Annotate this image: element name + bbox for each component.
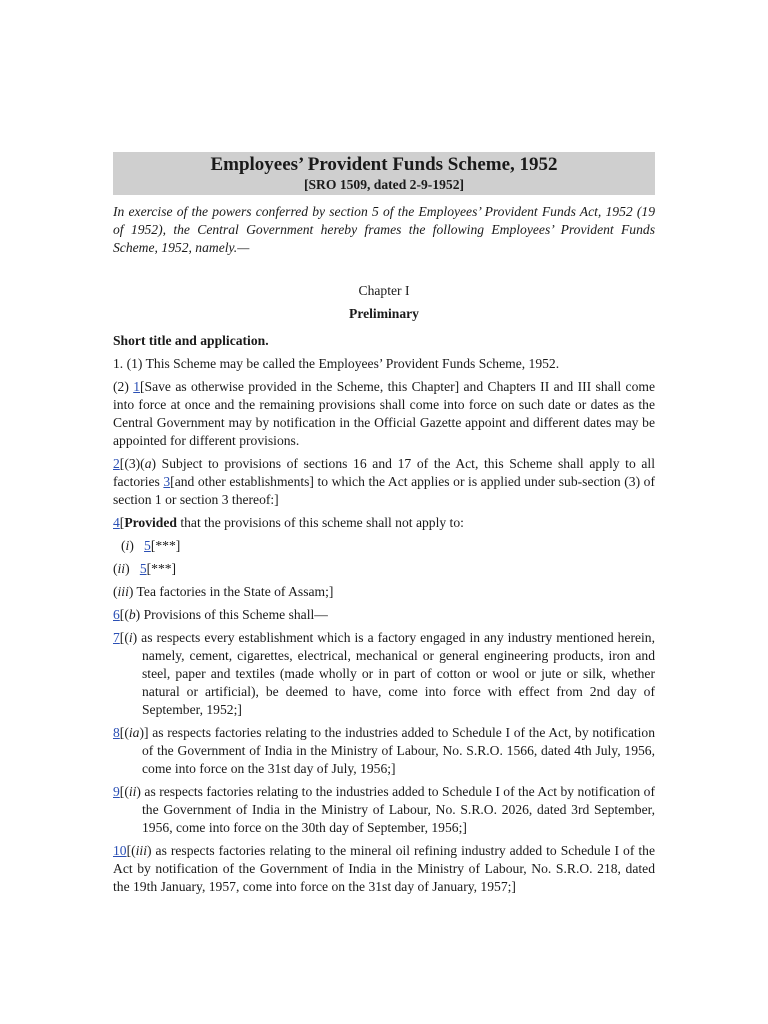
clause-ia: 8[(ia)] as respects factories relating to the industries added to Schedule I of the Act, by notification of the Government of India in the Ministry of Labour, No. S.R.O. 1566, dated 4th July, 1956, come into force on the 31st day of July, 1956;] (113, 725, 655, 776)
footnote-link-7[interactable]: 7 (113, 630, 120, 645)
document-page (113, 152, 655, 896)
footnote-link-1[interactable]: 1 (133, 379, 141, 394)
proviso-text: that the provisions of this scheme shall not apply to: (176, 515, 464, 530)
footnote-link-9[interactable]: 9 (113, 784, 120, 799)
sro-reference: [SRO 1509, dated 2-9-1952] (303, 177, 465, 192)
footnote-link-2[interactable]: 2 (113, 456, 120, 471)
clause-i-label: i (128, 630, 133, 645)
item-i: (i) 5[***] (121, 538, 181, 553)
clause-ia-label: ia (128, 725, 140, 740)
footnote-link-8[interactable]: 8 (113, 725, 120, 740)
chapter-number: Chapter I (358, 283, 410, 298)
preamble: In exercise of the powers conferred by section 5 of the Employees’ Provident Funds Act, 1952 (19 of 1952), the Central Government hereby frames the following Employees’ Provident Funds Scheme, 1952, namely.— (113, 204, 655, 255)
clause-ii-label: ii (128, 784, 137, 799)
item-ii-label: ii (117, 561, 126, 576)
clause-iii-text: as respects factories relating to the mineral oil refining industry added to Schedule I of the Act by notification of the Government of India in the Ministry of Labour, No. S.R.O. 218, dated the 19th January, 1957, come into force on the 31st day of January, 1957;] (113, 843, 655, 894)
clause-iii-label: iii (135, 843, 147, 858)
paragraph-3-text-cont: [and other establishments] to which the Act applies or is applied under sub-section (3) of section 1 or section 3 thereof:] (113, 474, 655, 507)
proviso-keyword: Provided (124, 515, 177, 530)
clause-ia-text: as respects factories relating to the industries added to Schedule I of the Act, by notification of the Government of India in the Ministry of Labour, No. S.R.O. 1566, dated 4th July, 1956, come into force on the 31st day of July, 1956;] (142, 725, 655, 776)
clause-iii: 10[(iii) as respects factories relating to the mineral oil refining industry added to Schedule I of the Act by notification of the Government of India in the Ministry of Labour, No. S.R.O. 218, dated the 19th January, 1957, come into force on the 31st day of January, 1957;] (113, 843, 655, 894)
document-title: Employees’ Provident Funds Scheme, 1952 (210, 154, 558, 175)
paragraph-3 (113, 455, 655, 509)
footnote-link-3[interactable]: 3 (163, 474, 171, 489)
item-i-text: [***] (150, 538, 181, 553)
clause-a-label: a (144, 456, 152, 471)
item-iii-label: iii (117, 584, 129, 599)
item-ii: (ii) 5[***] (113, 561, 177, 576)
footnote-link-6[interactable]: 6 (113, 607, 120, 622)
footnote-link-5b[interactable]: 5 (139, 561, 147, 576)
clause-b-label: b (128, 607, 136, 622)
item-ii-text: [***] (146, 561, 177, 576)
proviso (113, 514, 655, 532)
paragraph-b-text: ) Provisions of this Scheme shall— (135, 607, 328, 622)
item-i-label: i (125, 538, 130, 553)
paragraph-3-text: ) Subject to provisions of sections 16 and 17 of the Act, this Scheme shall apply to all factories (113, 456, 655, 489)
item-iii: (iii) Tea factories in the State of Assam;] (113, 584, 334, 599)
paragraph-2 (113, 378, 655, 450)
clause-i-text: as respects every establishment which is a factory engaged in any industry mentioned herein, namely, cement, cigarettes, electrical, mechanical or general engineering products, iron and steel, paper and textiles (made wholly or in part of cotton or wool or jute or silk, whether natural or artificial), be deemed to have, come into force with effect from 2nd day of September, 1952;] (137, 630, 655, 717)
proviso-bracket: [ (119, 515, 125, 530)
clause-ii-text: as respects factories relating to the industries added to Schedule I of the Act by notification of the Government of India in the Ministry of Labour, No. S.R.O. 2026, dated 3rd September, 1956, come into force on the 30th day of September, 1956;] (140, 784, 655, 835)
clause-i: 7[(i) as respects every establishment which is a factory engaged in any industry mentioned herein, namely, cement, cigarettes, electrical, mechanical or general engineering products, iron and steel, paper and textiles (made wholly or in part of cotton or wool or jute or silk, whether natural or artificial), be deemed to have, come into force with effect from 2nd day of September, 1952;] (113, 630, 655, 717)
footnote-link-5a[interactable]: 5 (144, 538, 151, 553)
clause-ii: 9[(ii) as respects factories relating to the industries added to Schedule I of the Act by notification of the Government of India in the Ministry of Labour, No. S.R.O. 2026, dated 3rd September, 1956, come into force on the 30th day of September, 1956;] (113, 784, 655, 835)
footnote-link-4[interactable]: 4 (113, 515, 120, 530)
paragraph-2-number: (2) (113, 379, 134, 394)
paragraph-b-open: [( (119, 607, 129, 622)
section-heading: Short title and application. (113, 333, 269, 348)
paragraph-1: 1. (1) This Scheme may be called the Employees’ Provident Funds Scheme, 1952. (113, 356, 560, 371)
paragraph-2-text: [Save as otherwise provided in the Scheme, this Chapter] and Chapters II and III shall come into force at once and the remaining provisions shall come into force on such date or dates as the Central Government may by notification in the Official Gazette appoint and different dates may be appointed for different provisions. (113, 379, 655, 448)
chapter-title: Preliminary (349, 306, 419, 321)
footnote-link-10[interactable]: 10 (113, 843, 127, 858)
title-banner (113, 152, 655, 195)
item-iii-text: Tea factories in the State of Assam;] (133, 584, 334, 599)
paragraph-b (113, 606, 655, 624)
paragraph-3-open: [(3)( (119, 456, 145, 471)
